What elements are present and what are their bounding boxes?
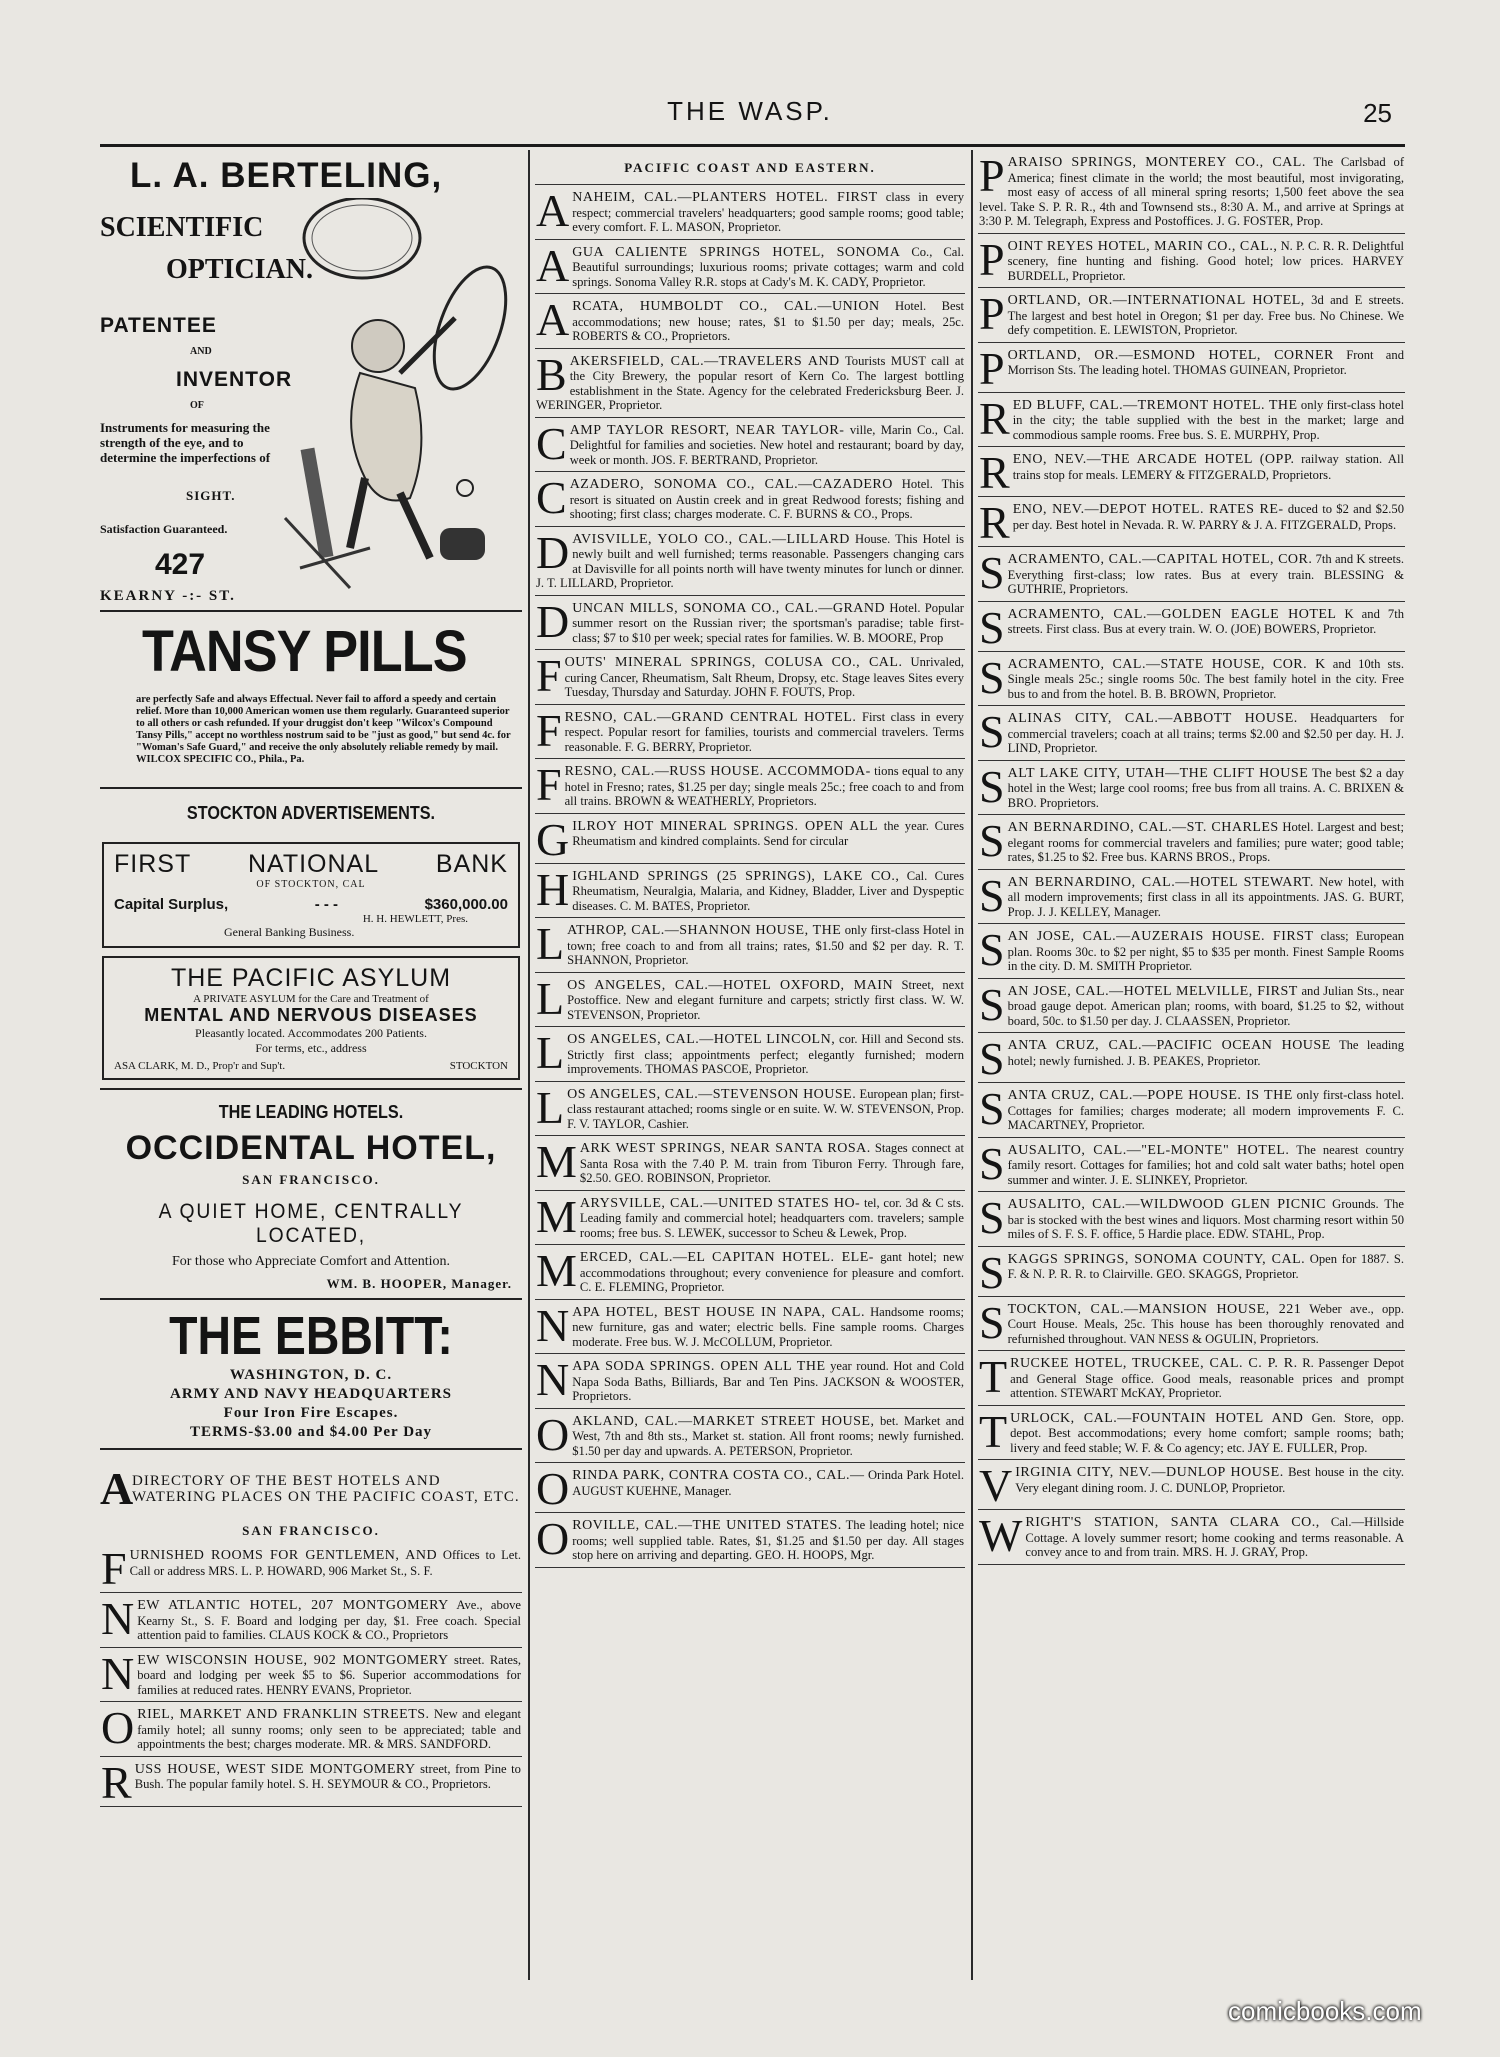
drop-cap-initial: O xyxy=(536,1513,570,1564)
listing-heading: UNCAN MILLS, SONOMA CO., CAL.—GRAND xyxy=(572,600,886,616)
pacific-hotel-list xyxy=(535,185,965,1568)
listing-heading: ATHROP, CAL.—SHANNON HOUSE, THE xyxy=(567,923,842,938)
listing-heading: ORTLAND, OR.—ESMOND HOTEL, CORNER xyxy=(1007,347,1334,363)
drop-cap-initial: S xyxy=(979,815,1005,866)
tansy-title: TANSY PILLS xyxy=(142,619,467,684)
drop-cap-initial: O xyxy=(536,1463,570,1514)
drop-cap-initial: S xyxy=(979,601,1005,653)
drop-cap-initial: N xyxy=(536,1354,570,1405)
listing-text: Ave., above Kearny St., S. F. Board and lodging per day, $1. Free coach. Special attention paid to families. CLAUS KOCK & CO., Proprietors xyxy=(137,1598,521,1642)
listing-heading: ARAISO SPRINGS, MONTEREY CO., CAL. xyxy=(1007,155,1306,170)
san-francisco-heading: SAN FRANCISCO. xyxy=(242,1523,380,1538)
listing-heading: OS ANGELES, CAL.—HOTEL OXFORD, MAIN xyxy=(567,977,894,993)
berteling-scientific: SCIENTIFIC xyxy=(100,212,264,243)
asylum-diseases: MENTAL AND NERVOUS DISEASES xyxy=(144,1005,478,1025)
listing-entry xyxy=(978,547,1405,602)
drop-cap-initial: A xyxy=(536,239,570,291)
listing-text: Stages connect at Santa Rosa with the 7.40 P. M. train from Tiburon Ferry. Through fare, $2.50. GEO. ROBINSON, Proprietor. xyxy=(579,1141,964,1185)
column-right xyxy=(978,150,1405,1980)
listing-entry xyxy=(978,761,1405,816)
masthead: THE WASP. xyxy=(667,96,833,126)
listing-entry xyxy=(535,418,965,473)
listing-text: gant hotel; new accommodations throughout; every convenience for pleasure and comfort. C. E. FLEMING, Proprietor. xyxy=(579,1250,964,1294)
listing-entry xyxy=(535,596,965,651)
listing-entry xyxy=(535,240,965,295)
pacific-hotel-list-continued xyxy=(978,150,1405,1565)
listing-entry xyxy=(100,1593,522,1648)
drop-cap-initial: C xyxy=(536,472,567,523)
listing-entry xyxy=(535,185,965,240)
listing-entry xyxy=(978,1033,1405,1083)
listing-text: The leading hotel; newly furnished. J. B. PEAKES, Proprietor. xyxy=(1007,1038,1404,1068)
listing-heading: ANTA CRUZ, CAL.—PACIFIC OCEAN HOUSE xyxy=(1007,1038,1331,1053)
listing-heading: AMP TAYLOR RESORT, NEAR TAYLOR- xyxy=(569,422,845,438)
drop-cap-initial: F xyxy=(536,650,562,701)
listing-entry xyxy=(535,1136,965,1191)
berteling-name: L. A. BERTELING, xyxy=(130,156,443,195)
berteling-number: 427 xyxy=(155,548,206,581)
listing-text: K and 7th streets. First class. Bus at every train. W. O. (JOE) BOWERS, Proprietor. xyxy=(1007,606,1405,636)
listing-text: only first-class hotel. Cottages for families; charges moderate; all modern improvements F. C. MACARTNEY, Proprietor. xyxy=(1007,1088,1404,1132)
ebbitt-escapes: Four Iron Fire Escapes. xyxy=(223,1405,399,1421)
listing-text: and Julian Sts., near broad gauge depot. American plan; rooms, with board, $1.25 to $2, without board, 50c. to $1.50 per day. J. CLAASSEN, Proprietor. xyxy=(1007,983,1404,1028)
listing-heading: RESNO, CAL.—GRAND CENTRAL HOTEL. xyxy=(564,709,857,725)
listing-text: Hotel. This resort is situated on Austin creek and in great Redwood forests; fishing and shooting; first class; charges moderate. C. F. BURNS & CO., Props. xyxy=(569,477,964,521)
listing-text: cor. Hill and Second sts. Strictly first class; appointments perfect; elegantly furnished; modern improvements. THOMAS PASCOE, Proprietor. xyxy=(567,1032,964,1076)
listing-heading: KAGGS SPRINGS, SONOMA COUNTY, CAL. xyxy=(1007,1251,1306,1267)
drop-cap-initial: O xyxy=(101,1702,135,1753)
drop-cap-initial: R xyxy=(979,392,1010,444)
listing-entry xyxy=(535,527,965,596)
listing-entry xyxy=(535,705,965,760)
listing-heading: ENO, NEV.—THE ARCADE HOTEL (OPP. xyxy=(1012,452,1295,467)
occidental-title: OCCIDENTAL HOTEL, xyxy=(125,1129,497,1167)
leading-hotels-heading: THE LEADING HOTELS. xyxy=(218,1102,404,1122)
listing-entry xyxy=(535,759,965,814)
listing-entry xyxy=(535,1463,965,1513)
listing-text: Tourists MUST call at the City Brewery, the popular resort of Kern Co. The largest bottling establishment in the State. Agency for the celebrated Fredericksburg Beer. J. WERINGER, Proprietor. xyxy=(536,353,965,412)
listing-text: Co., Cal. Beautiful surroundings; luxurious rooms; private cottages; warm and cold springs. Sonoma Valley R.R. stops at Cady's M. K. CADY, Proprietor. xyxy=(572,244,964,289)
asylum-address: For terms, etc., address xyxy=(255,1041,367,1055)
fnb-dashes: - - - xyxy=(314,896,339,913)
berteling-of: OF xyxy=(190,400,204,411)
listing-heading: AKLAND, CAL.—MARKET STREET HOUSE, xyxy=(572,1413,875,1429)
listing-entry xyxy=(535,1409,965,1464)
listing-text: street, from Pine to Bush. The popular family hotel. S. H. SEYMOUR & CO., Proprietors. xyxy=(134,1761,521,1791)
listing-entry xyxy=(978,1297,1405,1352)
listing-entry xyxy=(978,870,1405,925)
listing-entry xyxy=(978,1510,1405,1565)
listing-text: N. P. C. R. R. Delightful scenery, fine hunting and fishing. Good hotel; low prices. HARVEY BURDELL, Proprietor. xyxy=(1007,238,1404,283)
directory-heading xyxy=(100,1462,522,1515)
occidental-manager: WM. B. HOOPER, Manager. xyxy=(326,1276,512,1291)
drop-cap-initial: S xyxy=(979,1137,1005,1189)
berteling-description: Instruments for measuring the strength of the eye, and to determine the imperfections of xyxy=(100,420,271,465)
listing-text: bet. Market and West, 7th and 8th sts., Market st. station. All front rooms; newly furnished. $1.50 per day and upwards. A. PETERSON, Proprietor. xyxy=(572,1413,964,1458)
drop-cap-initial: R xyxy=(101,1756,132,1808)
listing-entry xyxy=(978,652,1405,707)
listing-heading: ENO, NEV.—DEPOT HOTEL. RATES RE- xyxy=(1012,502,1284,517)
drop-cap-initial: G xyxy=(536,813,570,865)
listing-heading: ALT LAKE CITY, UTAH—THE CLIFT HOUSE xyxy=(1007,765,1309,781)
fnb-capital-label: Capital Surplus, xyxy=(114,896,229,913)
listing-text: Cal. Cures Rheumatism, Neuralgia, Malaria, and Kidney, Bladder, Liver and Dyspeptic diseases. C. M. BATES, Proprietor. xyxy=(572,868,964,913)
listing-entry xyxy=(978,393,1405,448)
listing-heading: RCATA, HUMBOLDT CO., CAL.—UNION xyxy=(572,299,880,314)
listing-text: Hotel. Best accommodations; new house; rates, $1 to $1.50 per day; meals, 25c. ROBERTS & CO., Proprietors. xyxy=(572,299,965,343)
listing-text: European plan; first-class restaurant attached; rooms single or en suite. W. W. STEVENSON, Prop. F. V. TAYLOR, Cashier. xyxy=(567,1086,964,1131)
fnb-word-national: NATIONAL xyxy=(247,850,380,878)
listing-heading: EW ATLANTIC HOTEL, 207 MONTGOMERY xyxy=(137,1598,449,1613)
listing-text: The Carlsbad of America; finest climate in the world; the most beautiful, most invigorating, most easy of access of all mineral spring resorts; 1,500 feet above the sea level. Take S. P. R. R., 4th and Townsend sts., 8:30 A. M., and arrive at Springs at 3:30 P. M. Telegraph, Express and Postoffices. J. G. FOSTER, Prop. xyxy=(979,155,1405,228)
listing-text: Unrivaled, curing Cancer, Rheumatism, Salt Rheum, Dropsy, etc. Stage leaves Sites every Tuesday, Thursday and Saturday. JOHN F. FOUTS, Prop. xyxy=(564,655,964,699)
ebbitt-location: WASHINGTON, D. C. xyxy=(229,1367,393,1383)
listing-entry xyxy=(978,706,1405,761)
listing-entry xyxy=(978,1083,1405,1138)
listing-text: R. Passenger Depot and General Stage office. Good meals, reasonable prices and prompt attention. STEWART McKAY, Proprietor. xyxy=(1010,1356,1404,1400)
listing-text: House. This Hotel is newly built and well furnished; terms reasonable. Passengers changing cars at Davisville for all points north will have twenty minutes for lunch or dinner. J. T. LILLARD, Proprietor. xyxy=(536,531,964,590)
drop-cap-initial: P xyxy=(979,150,1005,201)
listing-heading: ARYSVILLE, CAL.—UNITED STATES HO- xyxy=(579,1195,861,1211)
listing-heading: APA HOTEL, BEST HOUSE IN NAPA, CAL. xyxy=(572,1304,865,1320)
directory-text: DIRECTORY OF THE BEST HOTELS AND WATERING PLACES ON THE PACIFIC COAST, ETC. xyxy=(132,1472,520,1505)
listing-entry xyxy=(978,979,1405,1034)
drop-cap-initial: F xyxy=(536,704,562,756)
drop-cap-initial: F xyxy=(101,1543,127,1594)
drop-cap-initial: P xyxy=(979,342,1005,394)
listing-text: Gen. Store, opp. depot. Best accommodations; every home comfort; sample rooms; bath; livery and feed stable; W. F. & Co agency; etc. JAY E. FULLER, Prop. xyxy=(1010,1410,1404,1455)
stockton-heading: STOCKTON ADVERTISEMENTS. xyxy=(186,803,436,823)
drop-cap-initial: M xyxy=(536,1136,577,1187)
drop-cap-initial: D xyxy=(536,526,570,578)
drop-cap-initial: S xyxy=(979,1083,1005,1134)
listing-heading: ACRAMENTO, CAL.—STATE HOUSE, COR. K xyxy=(1007,656,1326,672)
listing-entry xyxy=(535,1354,965,1409)
listing-entry xyxy=(978,1406,1405,1461)
listing-entry xyxy=(535,1300,965,1355)
listing-heading: ANTA CRUZ, CAL.—POPE HOUSE. IS THE xyxy=(1007,1088,1293,1103)
listing-entry xyxy=(535,814,965,864)
listing-heading: OUTS' MINERAL SPRINGS, COLUSA CO., CAL. xyxy=(564,655,903,670)
listing-text: The best $2 a day hotel in the West; large cool rooms; free bus from all trains. A. C. BRIXEN & BRO. Proprietors. xyxy=(1007,765,1405,810)
drop-cap-initial: M xyxy=(536,1190,577,1242)
listing-heading: RINDA PARK, CONTRA COSTA CO., CAL.— xyxy=(572,1468,865,1483)
drop-cap-initial: F xyxy=(536,759,562,810)
listing-heading: ACRAMENTO, CAL.—CAPITAL HOTEL, COR. xyxy=(1007,552,1313,567)
listing-heading: EW WISCONSIN HOUSE, 902 MONTGOMERY xyxy=(137,1652,449,1668)
listing-text: The leading hotel; nice rooms; well supplied table. Rates, $1, $1.25 and $1.50 per day. All stages stop here on arriving and departing. GEO. H. HOOPS, Mgr. xyxy=(572,1518,964,1562)
sf-hotel-list xyxy=(100,1543,522,1807)
listing-entry xyxy=(535,864,965,919)
listing-heading: ARK WEST SPRINGS, NEAR SANTA ROSA. xyxy=(579,1141,871,1156)
listing-text: Cal.—Hillside Cottage. A lovely summer resort; home cooking and terms reasonable. A convey ance to and from train. MRS. H. J. GRAY, Prop. xyxy=(1025,1515,1404,1559)
pacific-coast-heading: PACIFIC COAST AND EASTERN. xyxy=(535,150,965,185)
berteling-street: KEARNY -:- ST. xyxy=(100,588,236,604)
listing-heading: APA SODA SPRINGS. OPEN ALL THE xyxy=(572,1359,826,1374)
drop-cap-initial: N xyxy=(101,1647,135,1699)
fnb-president: H. H. HEWLETT, Pres. xyxy=(362,913,468,925)
listing-entry xyxy=(535,918,965,973)
listing-entry xyxy=(978,602,1405,652)
asylum-subtitle: A PRIVATE ASYLUM for the Care and Treatment of xyxy=(193,993,429,1005)
listing-text: class; European plan. Rooms 30c. to $2 per night, $5 to $35 per month. Finest Sample Rooms in the city. D. M. SMITH Proprietor. xyxy=(1007,929,1404,973)
listing-heading: URLOCK, CAL.—FOUNTAIN HOTEL AND xyxy=(1010,1410,1304,1426)
listing-heading: URNISHED ROOMS FOR GENTLEMEN, AND xyxy=(129,1548,438,1563)
listing-entry xyxy=(535,349,965,418)
listing-text: tions equal to any hotel in Fresno; rates, $1.25 per day; single meals 25c.; free coach to and from all trains. BROWN & WEATHERLY, Proprietors. xyxy=(564,764,964,808)
listing-entry xyxy=(978,234,1405,289)
drop-cap-initial: S xyxy=(979,1296,1005,1348)
column-divider xyxy=(528,150,530,1980)
berteling-patentee: PATENTEE xyxy=(100,314,217,337)
listing-text: class in every respect; commercial travelers' headquarters; good sample rooms; good table; every comfort. F. L. MASON, Proprietor. xyxy=(572,190,964,234)
page-number: 25 xyxy=(1363,98,1392,128)
berteling-optician: OPTICIAN. xyxy=(166,254,314,285)
drop-cap-initial: S xyxy=(979,869,1005,921)
ebbitt-title: THE EBBITT: xyxy=(169,1306,453,1366)
listing-heading: OS ANGELES, CAL.—STEVENSON HOUSE. xyxy=(567,1086,857,1102)
drop-cap-initial: S xyxy=(979,651,1005,703)
listing-heading: AUSALITO, CAL.—WILDWOOD GLEN PICNIC xyxy=(1007,1197,1327,1212)
drop-cap-initial: L xyxy=(536,1027,565,1078)
listing-heading: USS HOUSE, WEST SIDE MONTGOMERY xyxy=(134,1761,416,1777)
listing-heading: ED BLUFF, CAL.—TREMONT HOTEL. THE xyxy=(1012,397,1298,413)
occidental-for: For those who Appreciate Comfort and Attention. xyxy=(171,1254,450,1269)
asylum-location: Pleasantly located. Accommodates 200 Patients. xyxy=(195,1026,427,1040)
listing-heading: AZADERO, SONOMA CO., CAL.—CAZADERO xyxy=(569,477,893,492)
top-rule xyxy=(100,144,1405,147)
drop-cap-initial: T xyxy=(979,1405,1008,1457)
listing-text: Orinda Park Hotel. AUGUST KUEHNE, Manager. xyxy=(572,1468,964,1498)
listing-entry xyxy=(100,1543,522,1593)
listing-heading: IGHLAND SPRINGS (25 SPRINGS), LAKE CO., xyxy=(572,868,900,884)
listing-entry xyxy=(535,472,965,527)
drop-cap-initial: C xyxy=(536,417,567,469)
listing-text: Best house in the city. Very elegant dining room. J. C. DUNLOP, Proprietor. xyxy=(1015,1465,1405,1495)
listing-entry xyxy=(535,1191,965,1246)
drop-cap-initial: S xyxy=(979,1192,1005,1243)
berteling-inventor: INVENTOR xyxy=(176,368,293,391)
listing-text: Handsome rooms; new furniture, gas and water; electric bells. Fine sample rooms. Charges moderate. Free bus. W. J. McCOLLUM, Proprietor. xyxy=(572,1304,964,1349)
drop-cap-initial: L xyxy=(536,972,565,1024)
listing-entry xyxy=(978,150,1405,234)
cherub-illustration-icon xyxy=(280,198,510,598)
drop-cap-initial: P xyxy=(979,233,1005,285)
listing-heading: ACRAMENTO, CAL.—GOLDEN EAGLE HOTEL xyxy=(1007,606,1337,622)
listing-heading: TOCKTON, CAL.—MANSION HOUSE, 221 xyxy=(1007,1301,1302,1317)
listing-entry xyxy=(978,1460,1405,1510)
divider xyxy=(100,1448,522,1450)
listing-heading: RIGHT'S STATION, SANTA CLARA CO., xyxy=(1025,1515,1320,1530)
listing-heading: NAHEIM, CAL.—PLANTERS HOTEL. FIRST xyxy=(572,190,878,205)
listing-entry xyxy=(978,1192,1405,1247)
drop-cap-initial: S xyxy=(979,1246,1005,1298)
listing-entry xyxy=(535,1245,965,1300)
occidental-city: SAN FRANCISCO. xyxy=(242,1172,380,1187)
column-middle xyxy=(535,150,965,1980)
fnb-word-bank: BANK xyxy=(435,850,508,878)
listing-heading: RIEL, MARKET AND FRANKLIN STREETS. xyxy=(137,1707,430,1722)
listing-text: Street, next Postoffice. New and elegant furniture and carpets; strictly first class. W. W. STEVENSON, Proprietor. xyxy=(567,977,964,1022)
listing-entry xyxy=(535,650,965,705)
listing-heading: ILROY HOT MINERAL SPRINGS. OPEN ALL xyxy=(572,818,879,834)
listing-entry xyxy=(978,1138,1405,1193)
asylum-title: THE PACIFIC ASYLUM xyxy=(170,964,452,992)
listing-entry xyxy=(535,1082,965,1137)
listing-text: Front and Morrison Sts. The leading hotel. THOMAS GUINEAN, Proprietor. xyxy=(1007,347,1404,377)
listing-heading: AN BERNARDINO, CAL.—ST. CHARLES xyxy=(1007,820,1279,835)
listing-heading: ORTLAND, OR.—INTERNATIONAL HOTEL, xyxy=(1007,293,1305,308)
listing-entry xyxy=(535,973,965,1028)
listing-text: street. Rates, board and lodging per week $5 to $6. Superior accommodations for families at reduced rates. HENRY EVANS, Proprietor. xyxy=(137,1652,522,1697)
listing-heading: AVISVILLE, YOLO CO., CAL.—LILLARD xyxy=(572,531,850,547)
listing-text: only first-class hotel in the city; the table supplied with the best in the market; large and commodious sample rooms. Free bus. S. E. MURPHY, Prop. xyxy=(1012,397,1404,442)
listing-heading: ERCED, CAL.—EL CAPITAN HOTEL. ELE- xyxy=(579,1250,874,1265)
listing-entry xyxy=(100,1648,522,1703)
listing-entry xyxy=(100,1757,522,1807)
listing-text: Hotel. Largest and best; elegant rooms for commercial travelers and families; pure water; good table; rates, $1.25 to $2. Free bus. KARNS BROS., Props. xyxy=(1007,820,1405,864)
fnb-business: General Banking Business. xyxy=(224,925,355,939)
listing-entry xyxy=(535,294,965,349)
drop-cap-initial: S xyxy=(979,1033,1005,1084)
listing-text: duced to $2 and $2.50 per day. Best hotel in Nevada. R. W. PARRY & J. A. FITZGERALD, Props. xyxy=(1012,502,1404,532)
drop-cap-initial: R xyxy=(979,447,1010,498)
drop-cap-initial: R xyxy=(979,497,1010,548)
ebbitt-terms: TERMS-$3.00 and $4.00 Per Day xyxy=(189,1424,433,1440)
listing-entry xyxy=(978,1351,1405,1406)
listing-entry xyxy=(978,815,1405,870)
drop-cap-initial: T xyxy=(979,1351,1008,1402)
occidental-tagline: A QUIET HOME, CENTRALLY LOCATED, xyxy=(158,1200,464,1247)
pacific-asylum-ad xyxy=(102,956,520,1080)
column-divider xyxy=(971,150,973,1980)
ebbitt-headquarters: ARMY AND NAVY HEADQUARTERS xyxy=(169,1386,453,1402)
drop-cap-initial: A xyxy=(536,185,570,236)
listing-text: The nearest country family resort. Cottages for families; hot and cold salt water baths; hotel open summer and winter. J. E. SLINKEY, Proprietor. xyxy=(1007,1142,1404,1187)
listing-entry xyxy=(978,497,1405,547)
listing-heading: AN BERNARDINO, CAL.—HOTEL STEWART. xyxy=(1007,874,1314,890)
drop-cap-initial: S xyxy=(979,978,1005,1030)
listing-text: the year. Cures Rheumatism and kindred complaints. Send for circular xyxy=(572,818,964,848)
listing-entry xyxy=(978,924,1405,979)
drop-cap-initial: M xyxy=(536,1245,577,1296)
berteling-ad xyxy=(100,150,522,612)
listing-text: Offices to Let. Call or address MRS. L. P. HOWARD, 906 Market St., S. F. xyxy=(129,1548,521,1578)
asylum-proprietor: ASA CLARK, M. D., Prop'r and Sup't. xyxy=(114,1060,286,1072)
listing-entry xyxy=(535,1513,965,1568)
listing-text: New and elegant family hotel; all sunny rooms; only seen to be appreciated; table and appointments the best; charges moderate. MR. & MRS. SANDFORD. xyxy=(137,1707,521,1751)
drop-cap-initial: L xyxy=(536,918,565,969)
listing-heading: ROVILLE, CAL.—THE UNITED STATES. xyxy=(572,1518,842,1533)
berteling-satisfaction: Satisfaction Guaranteed. xyxy=(100,522,228,536)
listing-text: ville, Marin Co., Cal. Delightful for families and societies. New hotel and restaurant; board by day, week or month. JOS. F. BERTRAND, Proprietor. xyxy=(569,422,965,467)
berteling-sight: SIGHT. xyxy=(186,488,236,503)
listing-text: Hotel. Popular summer resort on the Russian river; the sportsman's paradise; table first-class; $7 to $10 per week; special rates for families. W. B. MOORE, Prop xyxy=(572,600,964,645)
divider xyxy=(100,1298,522,1300)
drop-cap-initial: B xyxy=(536,348,567,400)
fnb-word-first: FIRST xyxy=(114,850,192,878)
drop-cap-initial: H xyxy=(536,863,570,915)
drop-cap-initial: P xyxy=(979,288,1005,339)
listing-text: First class in every respect. Popular resort for families, tourists and commercial travelers. Terms reasonable. F. G. BERRY, Proprietor. xyxy=(564,709,964,754)
listing-text: New hotel, with all modern improvements; first class in all its appointments. JAS. G. BURT, Prop. J. J. KELLEY, Manager. xyxy=(1007,874,1404,919)
drop-cap-initial: D xyxy=(536,595,570,647)
tansy-pills-ad xyxy=(100,612,522,789)
fnb-location: OF STOCKTON, CAL xyxy=(256,879,366,890)
column-left xyxy=(100,150,522,1980)
divider xyxy=(100,1088,522,1090)
drop-cap-initial: S xyxy=(979,547,1005,598)
listing-heading: RESNO, CAL.—RUSS HOUSE. ACCOMMODA- xyxy=(564,764,871,779)
listing-text: 3d and E streets. The largest and best hotel in Oregon; $1 per day. Free bus. No Chinese. We defy competition. E. LEWISTON, Proprietor. xyxy=(1007,293,1404,337)
listing-heading: GUA CALIENTE SPRINGS HOTEL, SONOMA xyxy=(572,244,901,260)
listing-heading: ALINAS CITY, CAL.—ABBOTT HOUSE. xyxy=(1007,711,1298,726)
listing-heading: OS ANGELES, CAL.—HOTEL LINCOLN, xyxy=(567,1032,836,1047)
listing-text: year round. Hot and Cold Napa Soda Baths, Billiards, Bar and Ten Pins. JACKSON & WOOSTER, Proprietors. xyxy=(572,1359,964,1403)
directory-initial: A xyxy=(100,1463,134,1514)
drop-cap-initial: V xyxy=(979,1460,1013,1511)
fnb-capital-value: $360,000.00 xyxy=(424,896,508,913)
listing-entry xyxy=(978,447,1405,497)
listing-heading: OINT REYES HOTEL, MARIN CO., CAL., xyxy=(1007,238,1278,254)
listing-text: 7th and K streets. Everything first-class; low rates. Bus at every train. BLESSING & GUTHRIE, Proprietors. xyxy=(1007,552,1404,596)
listing-heading: AN JOSE, CAL.—AUZERAIS HOUSE. FIRST xyxy=(1007,929,1314,944)
listing-heading: AKERSFIELD, CAL.—TRAVELERS AND xyxy=(569,353,840,369)
watermark: comicbooks.com xyxy=(1228,1996,1422,2026)
drop-cap-initial: O xyxy=(536,1408,570,1460)
drop-cap-initial: L xyxy=(536,1081,565,1133)
berteling-and: AND xyxy=(190,346,212,357)
first-national-bank-ad xyxy=(102,842,520,948)
tansy-text: are perfectly Safe and always Effectual. Never fail to afford a speedy and certain relief. More than 10,000 American women use them regularly. Guaranteed superior to all others or cash refunded. If your druggist don't keep "Wilcox's Compound Tansy Pills," accept no worthless nostrum said to be "just as good," but send 4c. for "Woman's Safe Guard," and receive the only absolutely reliable remedy by mail. WILCOX SPECIFIC CO., Phila., Pa. xyxy=(136,694,511,765)
drop-cap-initial: S xyxy=(979,760,1005,812)
listing-text: Weber ave., opp. Court House. Meals, 25c. This house has been thoroughly renovated and refurnished throughout. VAN NESS & OGULIN, Proprietors. xyxy=(1007,1301,1405,1346)
listing-heading: RUCKEE HOTEL, TRUCKEE, CAL. C. P. R. xyxy=(1010,1356,1298,1371)
listing-text: tel, cor. 3d & C sts. Leading family and commercial hotel; headquarters com. travelers; sample rooms; free bus. S. LEWEK, successor to Scheu & Lewek, Prop. xyxy=(579,1195,964,1240)
listing-text: Open for 1887. S. F. & N. P. R. R. to Clairville. GEO. SKAGGS, Proprietor. xyxy=(1007,1251,1404,1281)
asylum-place: STOCKTON xyxy=(449,1060,508,1072)
drop-cap-initial: S xyxy=(979,706,1005,757)
listing-text: Grounds. The bar is stocked with the best wines and liquors. Most charming resort within 50 miles of S. F. S. F. office, 5 Hardie place. EDW. STAHL, Prop. xyxy=(1007,1197,1405,1241)
drop-cap-initial: N xyxy=(536,1299,570,1351)
listing-entry xyxy=(100,1702,522,1757)
drop-cap-initial: W xyxy=(979,1510,1023,1561)
listing-entry xyxy=(978,1247,1405,1297)
listing-text: Headquarters for commercial travelers; coach at all trains; terms $2.00 and $2.50 per day. H. J. LIND, Proprietor. xyxy=(1007,711,1404,755)
listing-entry xyxy=(978,343,1405,393)
drop-cap-initial: S xyxy=(979,924,1005,975)
listing-text: and 10th sts. Single meals 25c.; single rooms 50c. The best family hotel in the city. Free bus to and from the hotel. B. B. BROWN, Proprietor. xyxy=(1007,656,1404,701)
listing-heading: AUSALITO, CAL.—"EL-MONTE" HOTEL. xyxy=(1007,1142,1290,1158)
listing-entry xyxy=(978,288,1405,343)
listing-heading: IRGINIA CITY, NEV.—DUNLOP HOUSE. xyxy=(1015,1465,1284,1480)
listing-text: only first-class Hotel in town; free coach to and from all trains; rates, $1.50 and $2 per day. R. T. SHANNON, Proprietor. xyxy=(567,923,964,967)
listing-heading: AN JOSE, CAL.—HOTEL MELVILLE, FIRST xyxy=(1007,983,1298,999)
listing-text: railway station. All trains stop for meals. LEMERY & FITZGERALD, Proprietors. xyxy=(1012,452,1405,482)
drop-cap-initial: N xyxy=(101,1593,135,1644)
drop-cap-initial: A xyxy=(536,294,570,345)
listing-entry xyxy=(535,1027,965,1082)
